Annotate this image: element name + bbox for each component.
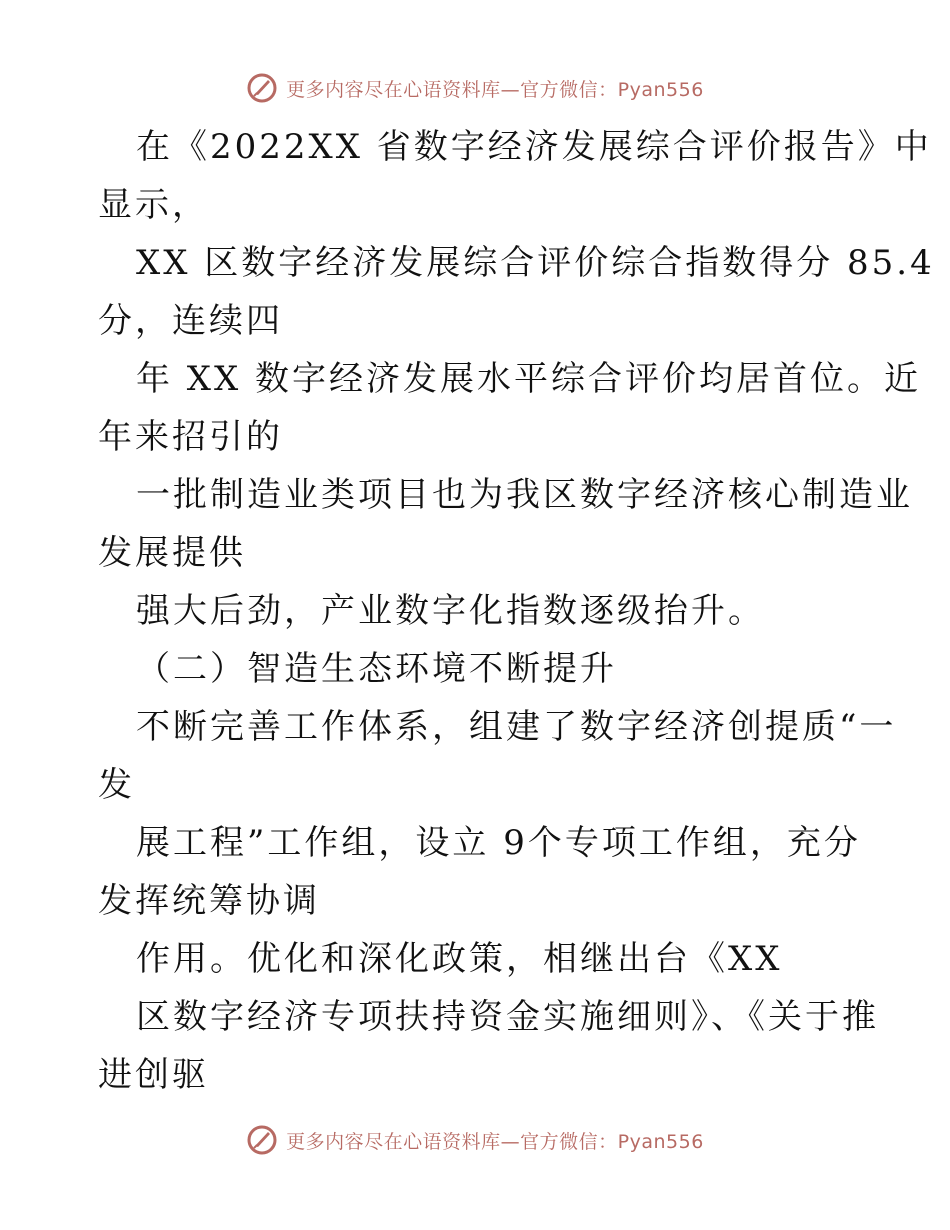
watermark-text: 更多内容尽在心语资料库—官方微信：Pyan556 [286,78,704,101]
text-line: 进创驱 [98,1055,209,1095]
text-line: 作用。优化和深化政策，相继出台《XX [136,939,783,979]
text-line: 分，连续四 [98,301,283,341]
text-line: 不断完善工作体系，组建了数字经济创提质“一 [136,707,897,747]
text-line: 展工程”工作组，设立 9个专项工作组，充分 [136,823,861,863]
text-line: 发展提供 [98,533,246,573]
quill-logo-icon [246,72,278,104]
text-line: 区数字经济专项扶持资金实施细则》、《关于推 [136,997,879,1037]
footer-watermark [0,1124,950,1156]
text-line: 年 XX 数字经济发展水平综合评价均居首位。近 [136,359,922,399]
text-line: 强大后劲，产业数字化指数逐级抬升。 [136,591,765,631]
text-line: 一批制造业类项目也为我区数字经济核心制造业 [136,475,913,515]
document-body [98,118,935,1104]
quill-logo-icon [246,1124,278,1156]
text-line: XX 区数字经济发展综合评价综合指数得分 85.4 [136,243,935,283]
text-line: 年来招引的 [98,417,283,457]
text-line: 发挥统筹协调 [98,881,320,921]
text-line: 在《2022XX 省数字经济发展综合评价报告》中 [136,127,932,167]
text-line: 发 [98,765,135,805]
text-line: 显示， [98,185,209,225]
header-watermark [0,72,950,104]
section-heading: （二）智造生态环境不断提升 [136,649,617,689]
watermark-text: 更多内容尽在心语资料库—官方微信：Pyan556 [286,1130,704,1153]
